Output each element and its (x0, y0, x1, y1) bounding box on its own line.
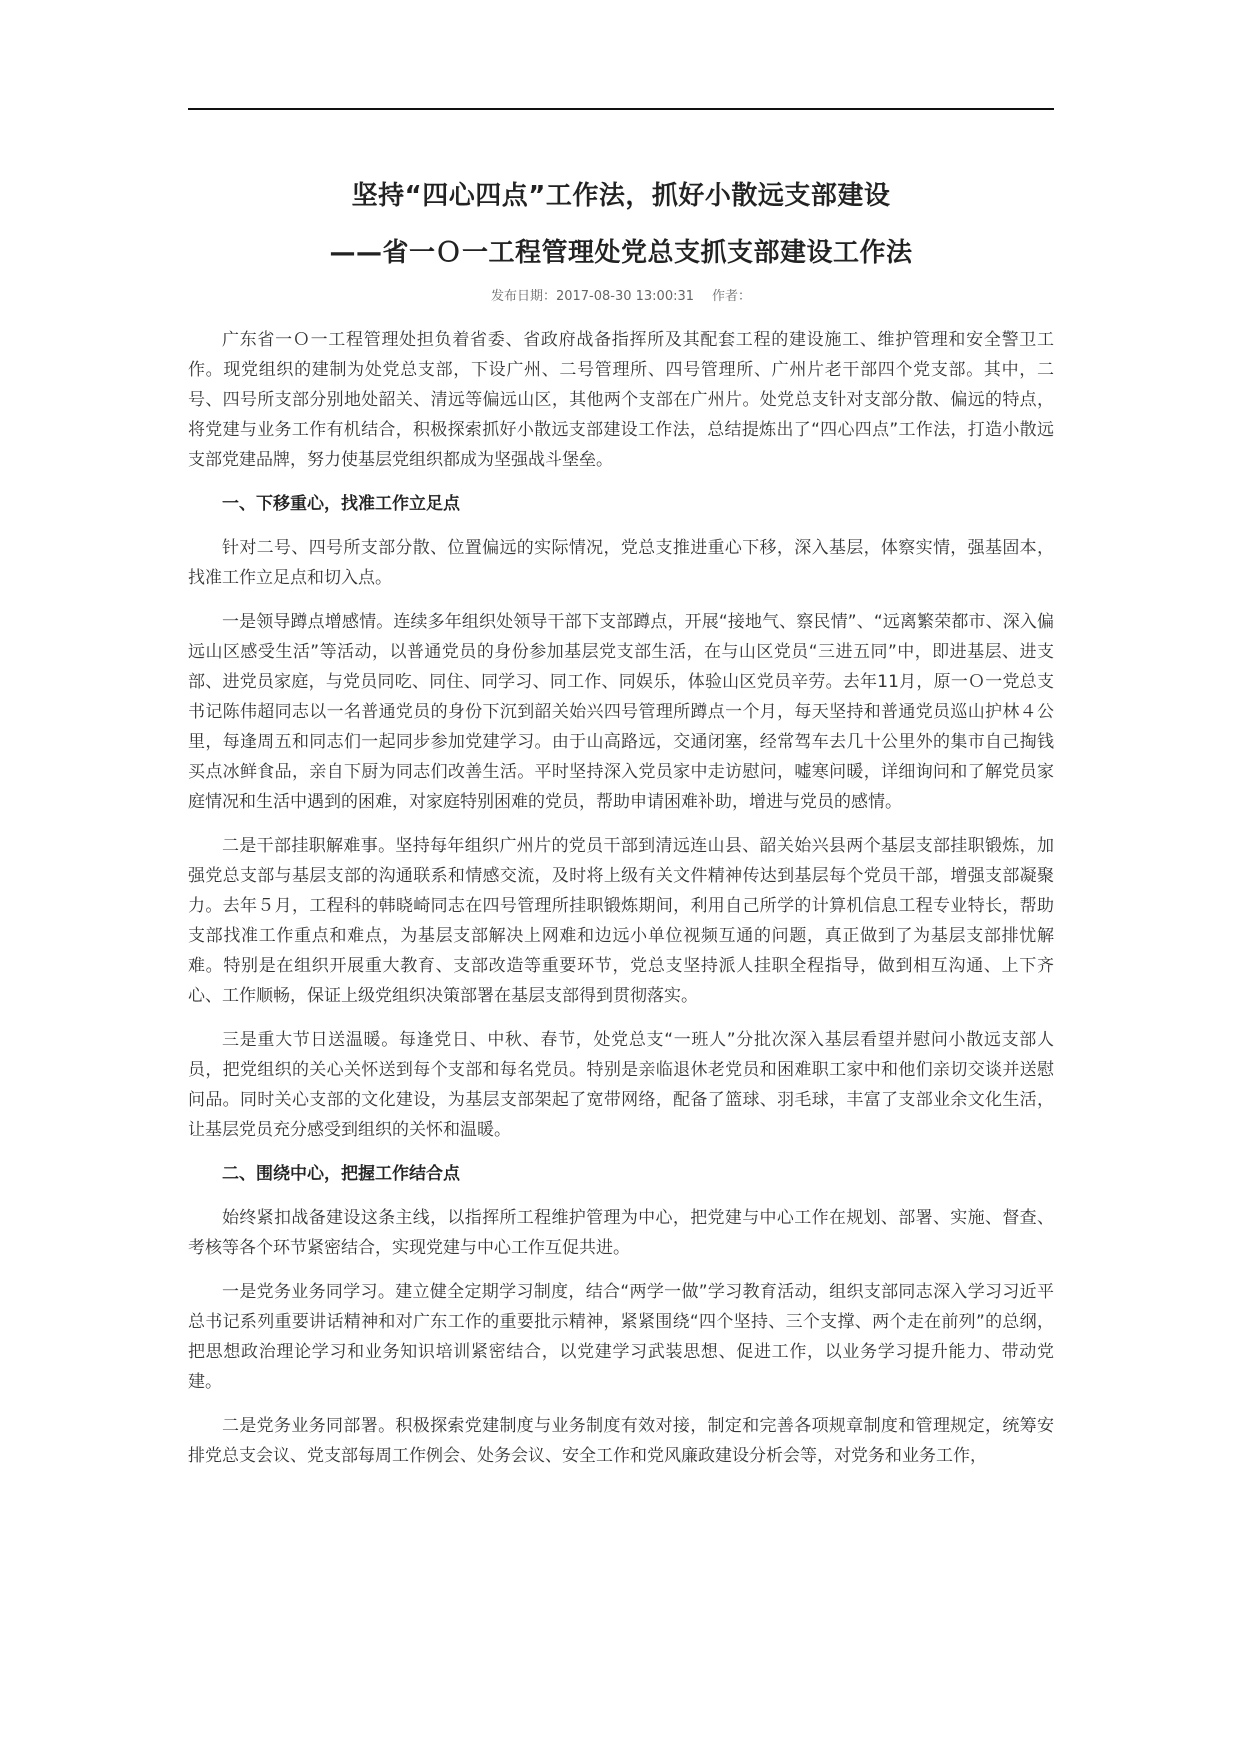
body-paragraph: 三是重大节日送温暖。每逢党日、中秋、春节，处党总支“一班人”分批次深入基层看望并慰问小散远支部人员，把党组织的关心关怀送到每个支部和每名党员。特别是亲临退休老党员和困难职工家中和他们亲切交谈并送慰问品。同时关心支部的文化建设，为基层支部架起了宽带网络，配备了篮球、羽毛球，丰富了支部业余文化生活，让基层党员充分感受到组织的关怀和温暖。 (188, 1030, 1054, 1140)
article-meta (188, 287, 1054, 307)
publish-date-label: 发布日期： (490, 289, 556, 304)
body-paragraph: 始终紧扣战备建设这条主线，以指挥所工程维护管理为中心，把党建与中心工作在规划、部署、实施、督查、考核等各个环节紧密结合，实现党建与中心工作互促共进。 (188, 1208, 1054, 1258)
body-paragraph: 一是党务业务同学习。建立健全定期学习制度，结合“两学一做”学习教育活动，组织支部同志深入学习习近平总书记系列重要讲话精神和对广东工作的重要批示精神，紧紧围绕“四个坚持、三个支撑、两个走在前列”的总纲，把思想政治理论学习和业务知识培训紧密结合，以党建学习武装思想、促进工作，以业务学习提升能力、带动党建。 (188, 1282, 1054, 1392)
header-rule (188, 108, 1054, 110)
article-title: 坚持“四心四点”工作法，抓好小散远支部建设 (351, 181, 891, 211)
body-paragraph: 二是干部挂职解难事。坚持每年组织广州片的党员干部到清远连山县、韶关始兴县两个基层支部挂职锻炼，加强党总支部与基层支部的沟通联系和情感交流，及时将上级有关文件精神传达到基层每个党员干部，增强支部凝聚力。去年５月，工程科的韩晓崎同志在四号管理所挂职锻炼期间，利用自己所学的计算机信息工程专业特长，帮助支部找准工作重点和难点，为基层支部解决上网难和边远小单位视频互通的问题，真正做到了为基层支部排忧解难。特别是在组织开展重大教育、支部改造等重要环节，党总支坚持派人挂职全程指导，做到相互沟通、上下齐心、工作顺畅，保证上级党组织决策部署在基层支部得到贯彻落实。 (188, 836, 1054, 1006)
body-paragraph: 广东省一Ｏ一工程管理处担负着省委、省政府战备指挥所及其配套工程的建设施工、维护管理和安全警卫工作。现党组织的建制为处党总支部，下设广州、二号管理所、四号管理所、广州片老干部四个党支部。其中，二号、四号所支部分别地处韶关、清远等偏远山区，其他两个支部在广州片。处党总支针对支部分散、偏远的特点，将党建与业务工作有机结合，积极探索抓好小散远支部建设工作法，总结提炼出了“四心四点”工作法，打造小散远支部党建品牌，努力使基层党组织都成为坚强战斗堡垒。 (188, 330, 1054, 470)
body-paragraph: 针对二号、四号所支部分散、位置偏远的实际情况，党总支推进重心下移，深入基层，体察实情，强基固本，找准工作立足点和切入点。 (188, 538, 1054, 588)
author-label: 作者： (712, 289, 752, 304)
article (188, 176, 1054, 1485)
body-paragraph: 一是领导蹲点增感情。连续多年组织处领导干部下支部蹲点，开展“接地气、察民情”、“远离繁荣都市、深入偏远山区感受生活”等活动，以普通党员的身份参加基层党支部生活，在与山区党员“三进五同”中，即进基层、进支部、进党员家庭，与党员同吃、同住、同学习、同工作、同娱乐，体验山区党员辛劳。去年11月，原一Ｏ一党总支书记陈伟超同志以一名普通党员的身份下沉到韶关始兴四号管理所蹲点一个月，每天坚持和普通党员巡山护林４公里，每逢周五和同志们一起同步参加党建学习。由于山高路远，交通闭塞，经常驾车去几十公里外的集市自己掏钱买点冰鲜食品，亲自下厨为同志们改善生活。平时坚持深入党员家中走访慰问，嘘寒问暖，详细询问和了解党员家庭情况和生活中遇到的困难，对家庭特别困难的党员，帮助申请困难补助，增进与党员的感情。 (188, 612, 1054, 812)
body-paragraph: 二是党务业务同部署。积极探索党建制度与业务制度有效对接，制定和完善各项规章制度和管理规定，统筹安排党总支会议、党支部每周工作例会、处务会议、安全工作和党风廉政建设分析会等，对党务和业务工作， (188, 1416, 1054, 1466)
article-subtitle: ——省一Ｏ一工程管理处党总支抓支部建设工作法 (329, 238, 913, 268)
section-heading: 二、围绕中心，把握工作结合点 (222, 1164, 460, 1184)
section-heading: 一、下移重心，找准工作立足点 (222, 494, 460, 514)
article-body (188, 325, 1054, 1471)
publish-date: 2017-08-30 13:00:31 (555, 289, 695, 304)
